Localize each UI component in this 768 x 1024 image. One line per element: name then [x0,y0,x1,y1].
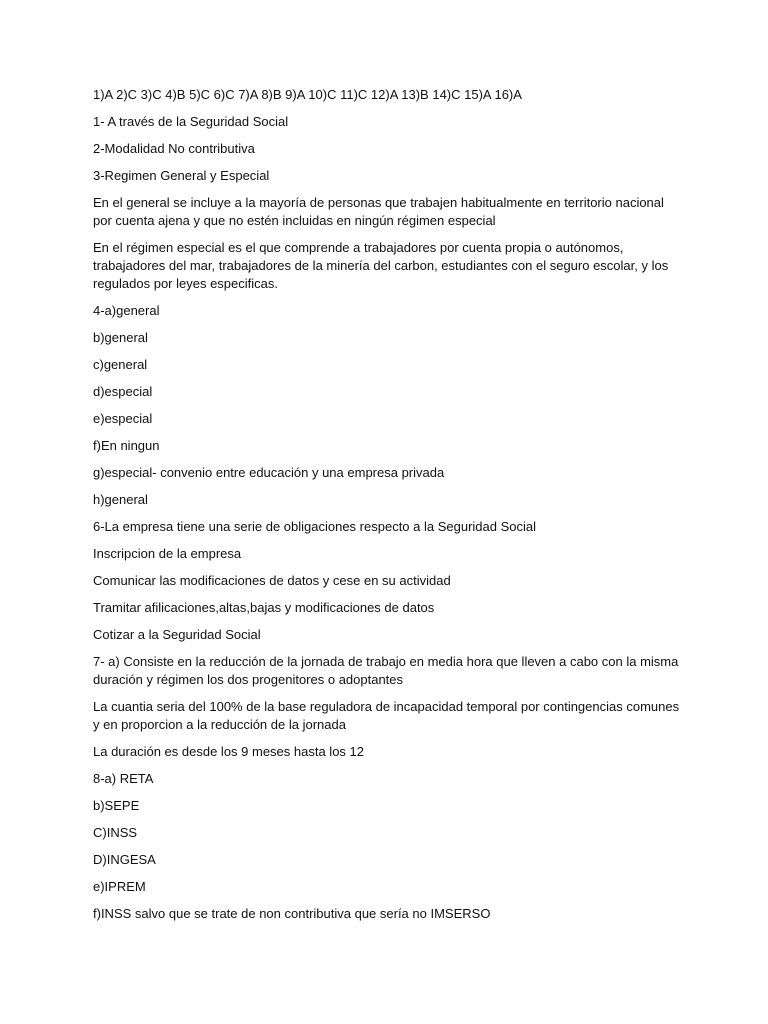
paragraph: 1- A través de la Seguridad Social [93,114,289,129]
paragraph: 7- a) Consiste en la reducción de la jornada de trabajo en media hora que lleven a cabo con la misma duración y régimen los dos progenitores o adoptantes [93,654,679,687]
paragraph: 8-a) RETA [93,771,154,786]
paragraph: 2-Modalidad No contributiva [93,141,255,156]
paragraph: h)general [93,492,148,507]
paragraph: Comunicar las modificaciones de datos y cese en su actividad [93,573,451,588]
paragraph: f)En ningun [93,438,160,453]
paragraph: 3-Regimen General y Especial [93,168,270,183]
paragraph: La duración es desde los 9 meses hasta los 12 [93,744,365,759]
paragraph: La cuantia seria del 100% de la base reguladora de incapacidad temporal por contingencias comunes y en proporcion a la reducción de la jornada [93,699,680,732]
paragraph: b)SEPE [93,798,140,813]
paragraph: Tramitar afilicaciones,altas,bajas y modificaciones de datos [93,600,435,615]
paragraph: e)especial [93,411,153,426]
paragraph: d)especial [93,384,153,399]
paragraph: En el general se incluye a la mayoría de personas que trabajen habitualmente en territorio nacional por cuenta ajena y que no estén incluidas en ningún régimen especial [93,195,664,228]
paragraph: Cotizar a la Seguridad Social [93,627,261,642]
paragraph: D)INGESA [93,852,156,867]
paragraph: 6-La empresa tiene una serie de obligaciones respecto a la Seguridad Social [93,519,537,534]
paragraph: C)INSS [93,825,138,840]
paragraph: g)especial- convenio entre educación y una empresa privada [93,465,445,480]
document-body [93,86,683,932]
answer-key-line: 1)A 2)C 3)C 4)B 5)C 6)C 7)A 8)B 9)A 10)C 11)C 12)A 13)B 14)C 15)A 16)A [93,87,522,102]
paragraph: f)INSS salvo que se trate de non contributiva que sería no IMSERSO [93,906,491,921]
paragraph: b)general [93,330,148,345]
paragraph: e)IPREM [93,879,146,894]
paragraph: c)general [93,357,148,372]
paragraph: Inscripcion de la empresa [93,546,242,561]
paragraph: En el régimen especial es el que comprende a trabajadores por cuenta propia o autónomos, trabajadores del mar, trabajadores de la minería del carbon, estudiantes con el seguro escolar, y los regulados por leyes especificas. [93,240,669,291]
paragraph: 4-a)general [93,303,160,318]
